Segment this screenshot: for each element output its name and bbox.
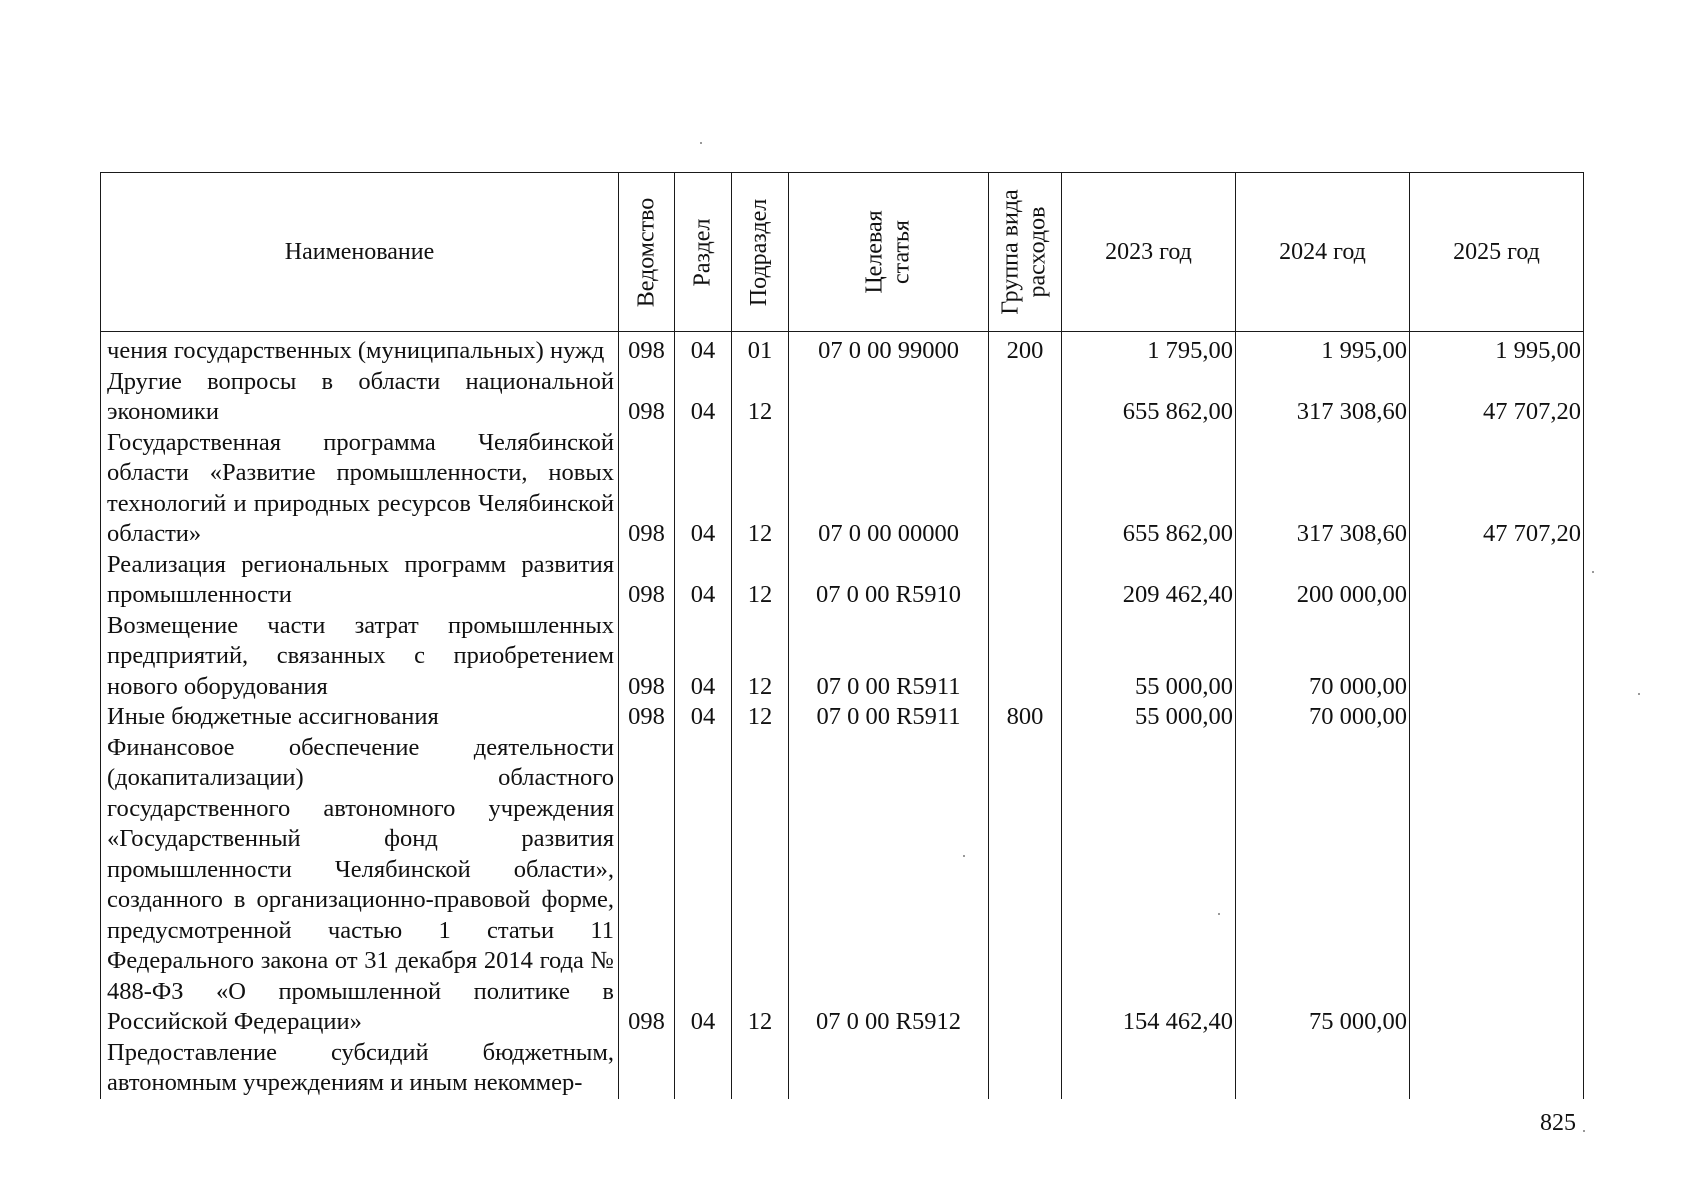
- cell-y2024: 200 000,00: [1236, 550, 1410, 611]
- cell-dept: 098: [619, 332, 675, 367]
- cell-y2024: 1 995,00: [1236, 332, 1410, 367]
- cell-group: [989, 611, 1062, 703]
- cell-group: [989, 733, 1062, 1038]
- cell-target: 07 0 00 00000: [789, 428, 989, 550]
- cell-name: Государственная программа Челябинской области «Развитие промышленности, новых технологий и природных ресурсов Челябинской области»: [101, 428, 619, 550]
- cell-dept: 098: [619, 550, 675, 611]
- cell-group: [989, 550, 1062, 611]
- scan-speck: [963, 855, 965, 857]
- cell-y2025: [1410, 1038, 1584, 1099]
- cell-dept: [619, 1038, 675, 1099]
- scan-speck: [700, 142, 702, 144]
- cell-target: [789, 367, 989, 428]
- header-2025-label: 2025 год: [1453, 238, 1540, 265]
- cell-name: Возмещение части затрат промышленных предприятий, связанных с приобретением нового оборудования: [101, 611, 619, 703]
- cell-target: [789, 1038, 989, 1099]
- scan-speck: [1583, 1130, 1585, 1132]
- page-number: 825: [1540, 1110, 1576, 1136]
- cell-subsection: 12: [732, 367, 789, 428]
- header-group-line1: Группа вида: [998, 189, 1024, 315]
- cell-target: 07 0 00 99000: [789, 332, 989, 367]
- header-section: [675, 173, 732, 332]
- header-name-label: Наименование: [284, 238, 435, 265]
- cell-subsection: [732, 1038, 789, 1099]
- header-2025: [1410, 173, 1584, 332]
- header-subsection-label: Подраздел: [746, 198, 773, 306]
- cell-section: 04: [675, 428, 732, 550]
- cell-y2024: 70 000,00: [1236, 702, 1410, 733]
- cell-subsection: 12: [732, 733, 789, 1038]
- cell-target: 07 0 00 R5912: [789, 733, 989, 1038]
- cell-target: 07 0 00 R5910: [789, 550, 989, 611]
- cell-y2025: [1410, 550, 1584, 611]
- header-group: [989, 173, 1062, 332]
- cell-group: 800: [989, 702, 1062, 733]
- cell-name: Реализация региональных программ развития промышленности: [101, 550, 619, 611]
- header-group-line2: расходов: [1025, 206, 1051, 298]
- cell-y2024: 75 000,00: [1236, 733, 1410, 1038]
- cell-y2023: 154 462,40: [1062, 733, 1236, 1038]
- cell-y2025: [1410, 611, 1584, 703]
- header-group-label: [998, 189, 1052, 314]
- cell-y2023: 655 862,00: [1062, 367, 1236, 428]
- cell-name: Иные бюджетные ассигнования: [101, 702, 619, 733]
- cell-y2025: 47 707,20: [1410, 367, 1584, 428]
- header-2023: [1062, 173, 1236, 332]
- cell-section: 04: [675, 611, 732, 703]
- cell-section: 04: [675, 702, 732, 733]
- cell-subsection: 12: [732, 611, 789, 703]
- cell-y2025: [1410, 702, 1584, 733]
- table-row: [101, 550, 1584, 611]
- table-header-row: [101, 173, 1584, 332]
- cell-y2023: 655 862,00: [1062, 428, 1236, 550]
- table-row: [101, 702, 1584, 733]
- cell-subsection: 12: [732, 550, 789, 611]
- header-dept-label: Ведомство: [633, 197, 659, 307]
- cell-section: 04: [675, 550, 732, 611]
- cell-y2024: [1236, 1038, 1410, 1099]
- header-2024-label: 2024 год: [1279, 238, 1366, 265]
- header-target-line2: статья: [888, 220, 915, 284]
- cell-name: Другие вопросы в области национальной экономики: [101, 367, 619, 428]
- cell-section: [675, 1038, 732, 1099]
- cell-y2024: 70 000,00: [1236, 611, 1410, 703]
- header-2024: [1236, 173, 1410, 332]
- cell-dept: 098: [619, 733, 675, 1038]
- cell-y2023: [1062, 1038, 1236, 1099]
- cell-section: 04: [675, 332, 732, 367]
- cell-subsection: 12: [732, 702, 789, 733]
- cell-group: [989, 428, 1062, 550]
- header-2023-label: 2023 год: [1105, 238, 1192, 265]
- cell-y2023: 1 795,00: [1062, 332, 1236, 367]
- cell-target: 07 0 00 R5911: [789, 611, 989, 703]
- scan-speck: [1638, 693, 1640, 695]
- table-row: [101, 332, 1584, 367]
- scan-speck: [1592, 571, 1594, 573]
- header-target: [789, 173, 989, 332]
- cell-target: 07 0 00 R5911: [789, 702, 989, 733]
- cell-y2024: 317 308,60: [1236, 428, 1410, 550]
- cell-section: 04: [675, 733, 732, 1038]
- cell-y2023: 209 462,40: [1062, 550, 1236, 611]
- header-dept: [619, 173, 675, 332]
- cell-name: Предоставление субсидий бюджетным, автономным учреждениям и иным некоммер-: [101, 1038, 619, 1099]
- scan-speck: [1218, 913, 1220, 915]
- table-row: [101, 1038, 1584, 1099]
- table-row: [101, 428, 1584, 550]
- cell-group: [989, 1038, 1062, 1099]
- cell-y2024: 317 308,60: [1236, 367, 1410, 428]
- cell-subsection: 01: [732, 332, 789, 367]
- header-target-label: [861, 210, 915, 293]
- header-target-line1: Целевая: [861, 210, 888, 294]
- cell-name: Финансовое обеспечение деятельности (докапитализации) областного государственного автономного учреждения «Государственный фонд развития промышленности Челябинской области», созданного в организационно-правовой форме, предусмотренной частью 1 статьи 11 Федерального закона от 31 декабря 2014 года № 488-ФЗ «О промышленной политике в Российской Федерации»: [101, 733, 619, 1038]
- cell-y2025: [1410, 733, 1584, 1038]
- cell-y2025: 1 995,00: [1410, 332, 1584, 367]
- cell-dept: 098: [619, 428, 675, 550]
- cell-group: [989, 367, 1062, 428]
- cell-y2023: 55 000,00: [1062, 702, 1236, 733]
- cell-section: 04: [675, 367, 732, 428]
- header-subsection: [732, 173, 789, 332]
- table-body: [101, 332, 1584, 1099]
- cell-dept: 098: [619, 702, 675, 733]
- budget-table: [100, 172, 1584, 1099]
- cell-name: чения государственных (муниципальных) нужд: [101, 332, 619, 367]
- table-row: [101, 367, 1584, 428]
- header-section-label: Раздел: [689, 218, 716, 286]
- table-row: [101, 611, 1584, 703]
- cell-subsection: 12: [732, 428, 789, 550]
- cell-dept: 098: [619, 611, 675, 703]
- cell-y2023: 55 000,00: [1062, 611, 1236, 703]
- cell-dept: 098: [619, 367, 675, 428]
- header-name: [101, 173, 619, 332]
- table-row: [101, 733, 1584, 1038]
- cell-group: 200: [989, 332, 1062, 367]
- budget-table-page: [100, 172, 1584, 1103]
- cell-y2025: 47 707,20: [1410, 428, 1584, 550]
